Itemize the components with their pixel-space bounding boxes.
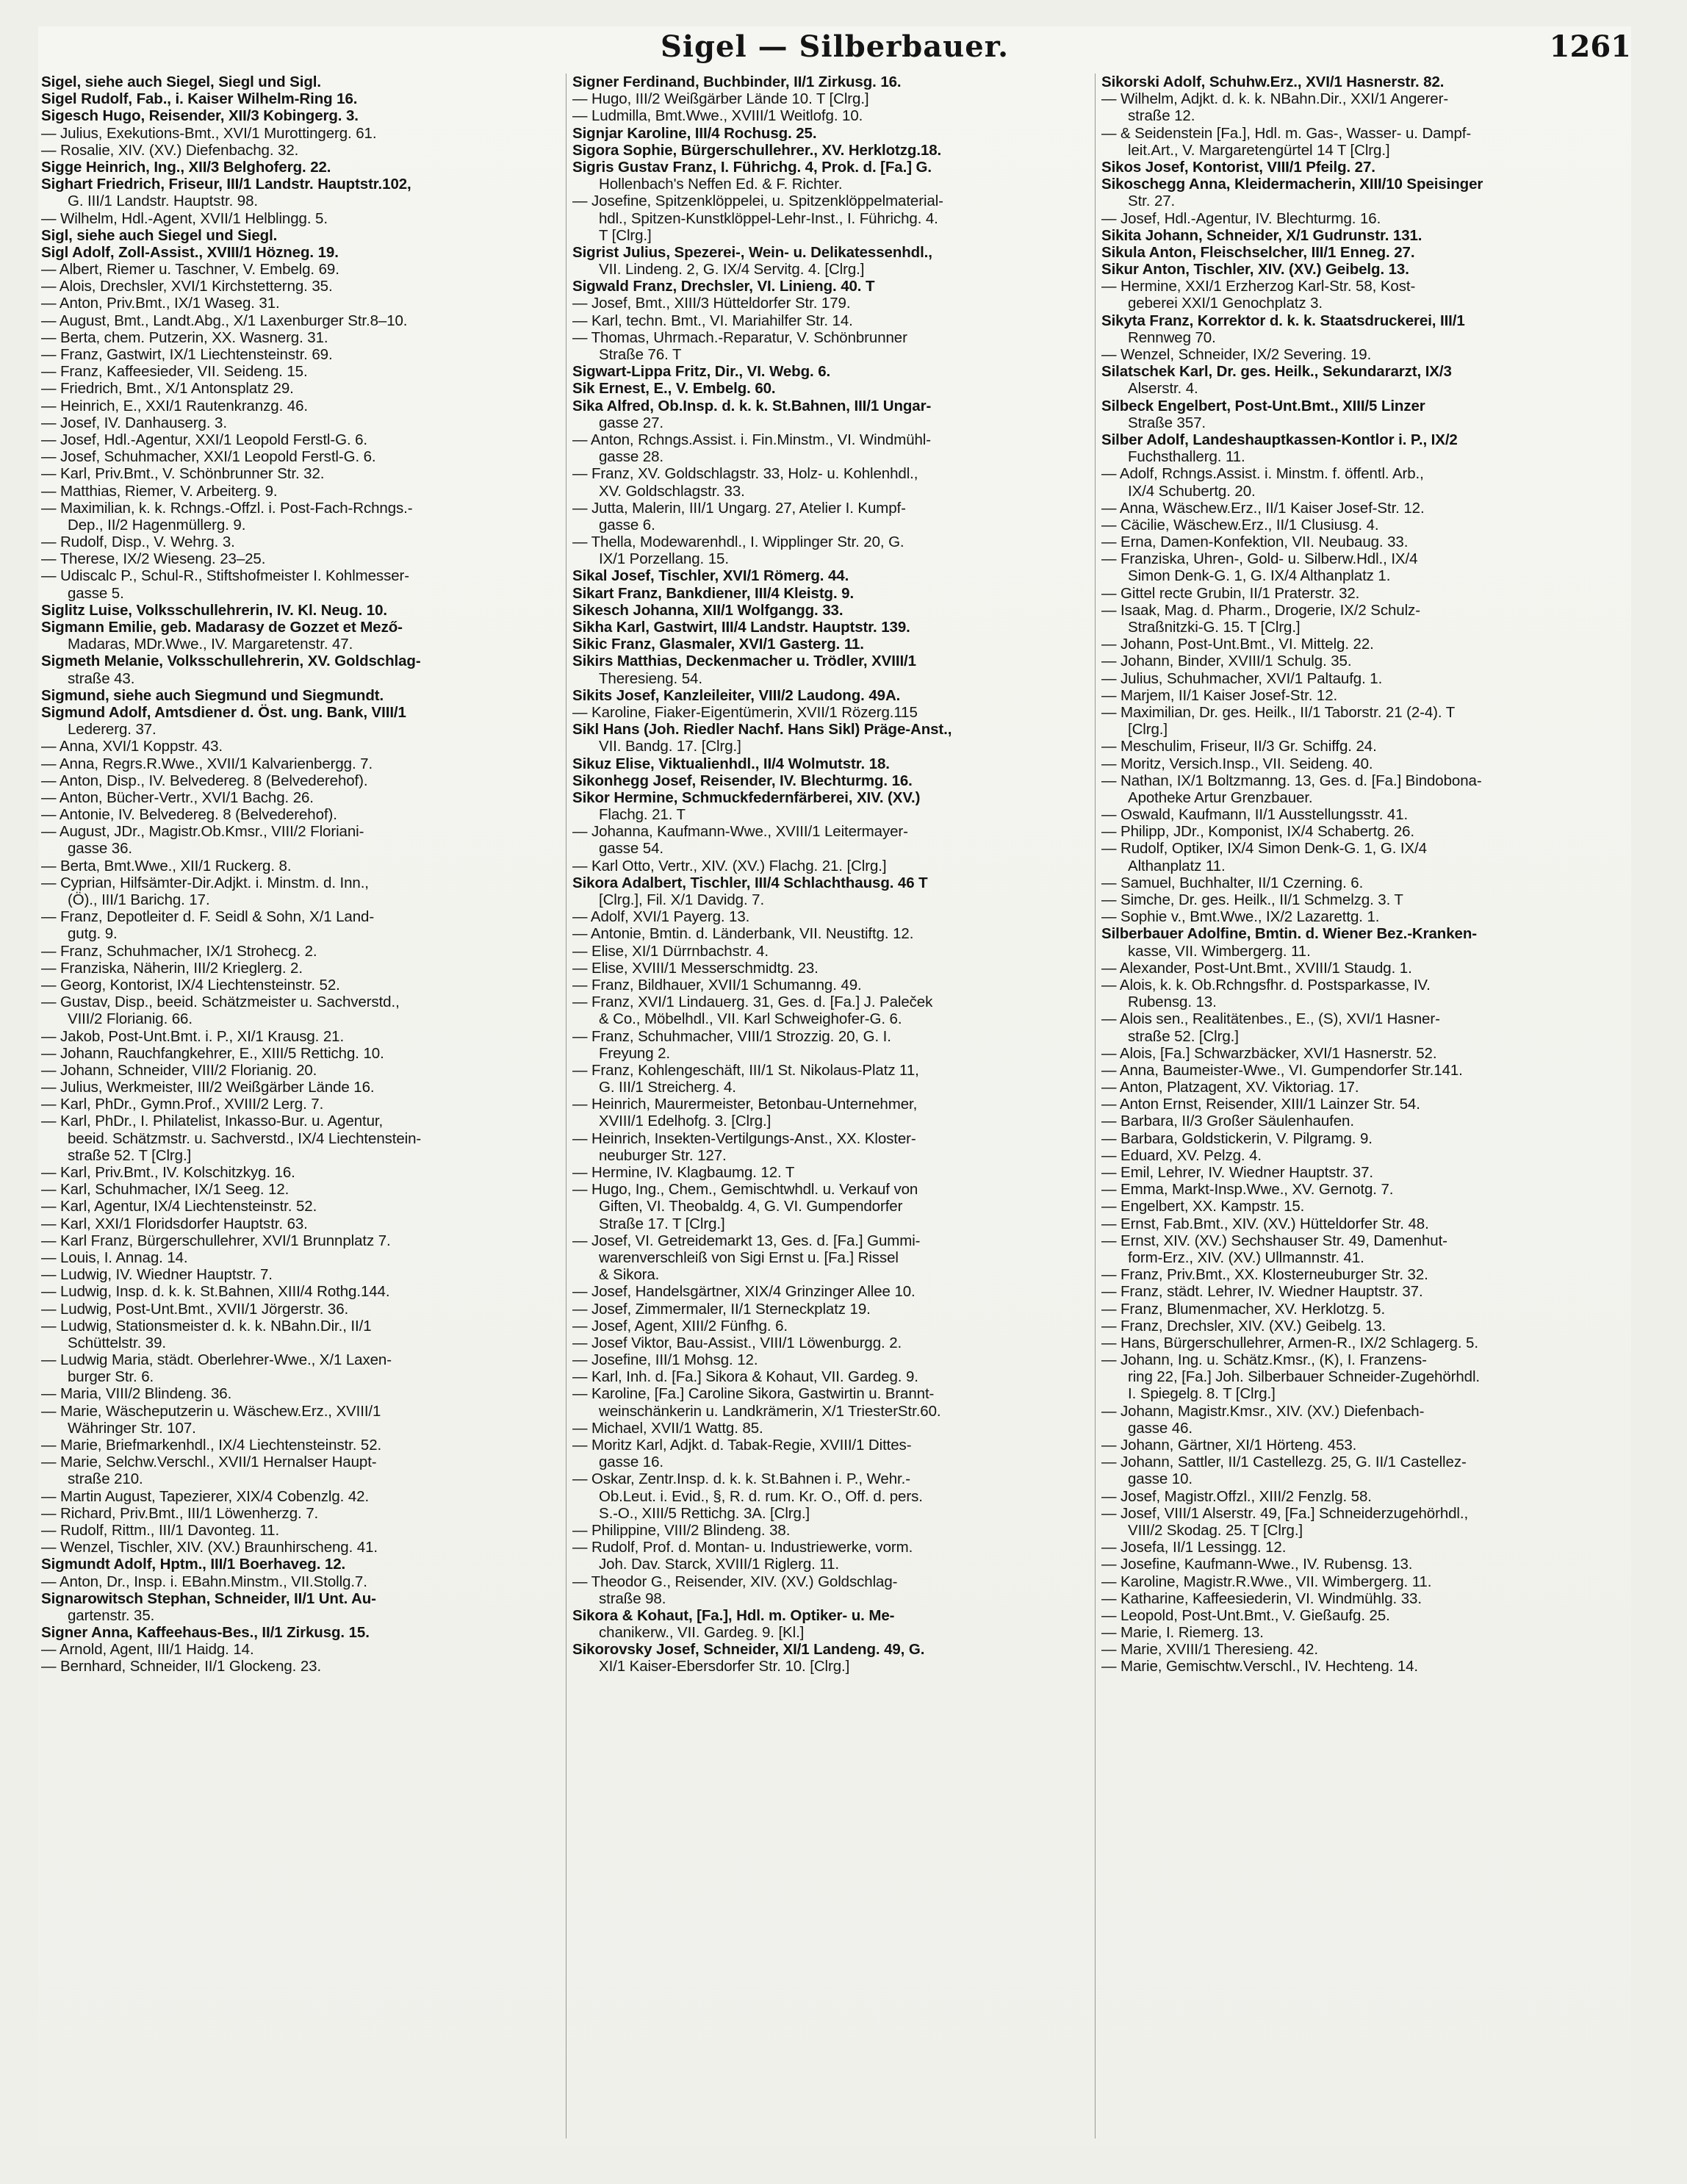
directory-entry: — Heinrich, Insekten-Vertilgungs-Anst., XX. Kloster-: [572, 1129, 916, 1147]
directory-entry: — Jutta, Malerin, III/1 Ungarg. 27, Atelier I. Kumpf-: [572, 499, 906, 517]
directory-entry: — Oskar, Zentr.Insp. d. k. k. St.Bahnen i. P., Wehr.-: [572, 1470, 910, 1488]
directory-entry-continuation: weinschänkerin u. Landkrämerin, X/1 TriesterStr.60.: [599, 1402, 941, 1420]
page-number: 1261: [1549, 29, 1631, 64]
directory-headword-entry: Sikos Josef, Kontorist, VIII/1 Pfeilg. 27.: [1101, 158, 1375, 176]
directory-headword-entry: Sikora Adalbert, Tischler, III/4 Schlachthausg. 46 T: [572, 874, 928, 891]
directory-headword-entry: Sigwart-Lippa Fritz, Dir., VI. Webg. 6.: [572, 363, 831, 381]
directory-headword-entry: Sigel, siehe auch Siegel, Siegl und Sigl.: [41, 73, 321, 90]
directory-entry: — Julius, Werkmeister, III/2 Weißgärber Lände 16.: [41, 1079, 375, 1096]
directory-entry: — Isaak, Mag. d. Pharm., Drogerie, IX/2 Schulz-: [1101, 601, 1420, 619]
directory-entry: — Eduard, XV. Pelzg. 4.: [1101, 1146, 1262, 1164]
directory-entry-continuation: T [Clrg.]: [599, 226, 652, 244]
directory-entry: — Gittel recte Grubin, II/1 Praterstr. 32.: [1101, 584, 1360, 602]
directory-entry: — Josef, VIII/1 Alserstr. 49, [Fa.] Schneiderzugehörhdl.,: [1101, 1504, 1469, 1522]
directory-entry: — Franz, Drechsler, XIV. (XV.) Geibelg. 13.: [1101, 1317, 1386, 1335]
directory-entry-continuation: hdl., Spitzen-Kunstklöppel-Lehr-Inst., I. Führichg. 4.: [599, 209, 938, 227]
directory-entry: — Anton, Disp., IV. Belvedereg. 8 (Belvederehof).: [41, 772, 368, 789]
directory-entry-continuation: Straße 17. T [Clrg.]: [599, 1215, 725, 1232]
directory-entry: — Emil, Lehrer, IV. Wiedner Hauptstr. 37.: [1101, 1164, 1374, 1181]
directory-entry-continuation: kasse, VII. Wimbergerg. 11.: [1128, 942, 1311, 960]
directory-entry-continuation: Str. 27.: [1128, 193, 1176, 210]
directory-entry: — & Seidenstein [Fa.], Hdl. m. Gas-, Wasser- u. Dampf-: [1101, 124, 1472, 142]
directory-entry-continuation: Althanplatz 11.: [1128, 857, 1226, 874]
directory-entry-continuation: form-Erz., XIV. (XV.) Ullmannstr. 41.: [1128, 1249, 1364, 1266]
directory-headword-entry: Sigge Heinrich, Ing., XII/3 Belghoferg. 22.: [41, 158, 331, 176]
directory-entry-continuation: [Clrg.], Fil. X/1 Davidg. 7.: [599, 891, 765, 908]
directory-entry: — Bernhard, Schneider, II/1 Glockeng. 23.: [41, 1658, 322, 1675]
directory-entry: — Barbara, Goldstickerin, V. Pilgramg. 9.: [1101, 1129, 1373, 1147]
directory-entry: — Ludwig, Post-Unt.Bmt., XVII/1 Jörgerstr. 36.: [41, 1300, 349, 1318]
page-title: Sigel — Silberbauer.: [660, 29, 1010, 64]
directory-entry-continuation: leit.Art., V. Margaretengürtel 14 T [Clrg.]: [1128, 141, 1390, 159]
directory-entry: — Josef, Bmt., XIII/3 Hütteldorfer Str. 179.: [572, 295, 851, 312]
directory-entry: — Franz, städt. Lehrer, IV. Wiedner Hauptstr. 37.: [1101, 1283, 1423, 1301]
directory-entry: — Johann, Ing. u. Schätz.Kmsr., (K), I. Franzens-: [1101, 1351, 1427, 1369]
directory-entry: — Katharine, Kaffeesiederin, VI. Windmühlg. 33.: [1101, 1589, 1422, 1607]
directory-entry: — Karl, PhDr., I. Philatelist, Inkasso-Bur. u. Agentur,: [41, 1113, 384, 1130]
directory-entry: — Berta, chem. Putzerin, XX. Wasnerg. 31.: [41, 328, 328, 346]
directory-headword-entry: Sighart Friedrich, Friseur, III/1 Landstr. Hauptstr.102,: [41, 176, 411, 193]
directory-entry: — Hermine, XXI/1 Erzherzog Karl-Str. 58, Kost-: [1101, 278, 1416, 295]
directory-entry: — Rudolf, Prof. d. Montan- u. Industriewerke, vorm.: [572, 1539, 913, 1556]
directory-entry: — Johann, Sattler, II/1 Castellezg. 25, G. II/1 Castellez-: [1101, 1454, 1467, 1471]
directory-entry: — Karl Franz, Bürgerschullehrer, XVI/1 Brunnplatz 7.: [41, 1232, 391, 1249]
directory-headword-entry: Silberbauer Adolfine, Bmtin. d. Wiener Bez.-Kranken-: [1101, 925, 1477, 943]
directory-entry-continuation: gasse 27.: [599, 414, 663, 431]
directory-entry: — Anna, Regrs.R.Wwe., XVII/1 Kalvarienbergg. 7.: [41, 755, 373, 772]
directory-headword-entry: Silatschek Karl, Dr. ges. Heilk., Sekundararzt, IX/3: [1101, 363, 1452, 381]
directory-entry: — Moritz Karl, Adjkt. d. Tabak-Regie, XVIII/1 Dittes-: [572, 1437, 912, 1454]
directory-entry: — Anton, Bücher-Vertr., XVI/1 Bachg. 26.: [41, 789, 314, 806]
directory-entry: — Maximilian, Dr. ges. Heilk., II/1 Taborstr. 21 (2-4). T: [1101, 703, 1456, 721]
directory-entry-continuation: Apotheke Artur Grenzbauer.: [1128, 789, 1313, 806]
directory-entry-continuation: warenverschleiß von Sigi Ernst u. [Fa.] Rissel: [599, 1249, 899, 1266]
directory-entry: — Hermine, IV. Klagbaumg. 12. T: [572, 1164, 795, 1181]
directory-entry-continuation: Freyung 2.: [599, 1044, 670, 1062]
directory-entry: — Adolf, XVI/1 Payerg. 13.: [572, 908, 750, 926]
directory-headword-entry: Signer Anna, Kaffeehaus-Bes., II/1 Zirkusg. 15.: [41, 1624, 370, 1642]
directory-headword-entry: Sigl Adolf, Zoll-Assist., XVIII/1 Hözneg. 19.: [41, 243, 339, 261]
directory-headword-entry: Sigmeth Melanie, Volksschullehrerin, XV. Goldschlag-: [41, 653, 421, 670]
directory-entry-continuation: XVIII/1 Edelhofg. 3. [Clrg.]: [599, 1113, 771, 1130]
directory-entry: — Josef, Agent, XIII/2 Fünfhg. 6.: [572, 1317, 788, 1335]
column-left: [41, 73, 555, 2138]
directory-entry: — Wenzel, Tischler, XIV. (XV.) Braunhirscheng. 41.: [41, 1539, 378, 1556]
directory-entry: — Engelbert, XX. Kampstr. 15.: [1101, 1198, 1305, 1215]
directory-headword-entry: Sigora Sophie, Bürgerschullehrer., XV. Herklotzg.18.: [572, 141, 942, 159]
directory-entry: — Josef, Handelsgärtner, XIX/4 Grinzinger Allee 10.: [572, 1283, 916, 1301]
directory-entry: — Karl, Inh. d. [Fa.] Sikora & Kohaut, VII. Gardeg. 9.: [572, 1368, 918, 1386]
directory-entry-continuation: chanikerw., VII. Gardeg. 9. [Kl.]: [599, 1624, 805, 1642]
directory-entry: — Samuel, Buchhalter, II/1 Czerning. 6.: [1101, 874, 1364, 891]
directory-entry-continuation: XV. Goldschlagstr. 33.: [599, 482, 745, 500]
directory-entry: — August, Bmt., Landt.Abg., X/1 Laxenburger Str.8–10.: [41, 312, 408, 329]
directory-entry: — Franz, XV. Goldschlagstr. 33, Holz- u. Kohlenhdl.,: [572, 465, 918, 483]
directory-headword-entry: Sikur Anton, Tischler, XIV. (XV.) Geibelg. 13.: [1101, 261, 1409, 279]
directory-entry: — Michael, XVII/1 Wattg. 85.: [572, 1419, 763, 1437]
directory-entry: — Simche, Dr. ges. Heilk., II/1 Schmelzg. 3. T: [1101, 891, 1403, 908]
directory-entry-continuation: Alserstr. 4.: [1128, 380, 1198, 398]
directory-entry-continuation: S.-O., XIII/5 Rettichg. 3A. [Clrg.]: [599, 1504, 810, 1522]
directory-headword-entry: Sigrist Julius, Spezerei-, Wein- u. Delikatessenhdl.,: [572, 243, 932, 261]
directory-entry: — Marie, Briefmarkenhdl., IX/4 Liechtensteinstr. 52.: [41, 1437, 382, 1454]
directory-entry: — Karoline, [Fa.] Caroline Sikora, Gastwirtin u. Brannt-: [572, 1385, 935, 1403]
directory-entry: — Maximilian, k. k. Rchngs.-Offzl. i. Post-Fach-Rchngs.-: [41, 499, 413, 517]
directory-entry: — Cäcilie, Wäschew.Erz., II/1 Clusiusg. 4.: [1101, 516, 1379, 534]
directory-entry-continuation: G. III/1 Landstr. Hauptstr. 98.: [68, 193, 258, 210]
directory-entry-continuation: gasse 46.: [1128, 1419, 1193, 1437]
directory-entry-continuation: gasse 6.: [599, 516, 655, 534]
directory-headword-entry: Sikora & Kohaut, [Fa.], Hdl. m. Optiker- u. Me-: [572, 1606, 895, 1624]
directory-entry-continuation: Straßnitzki-G. 15. T [Clrg.]: [1128, 619, 1301, 636]
directory-entry: — Franziska, Näherin, III/2 Krieglerg. 2.: [41, 959, 303, 977]
directory-entry: — Karl, Priv.Bmt., IV. Kolschitzkyg. 16.: [41, 1164, 295, 1181]
directory-entry-continuation: IX/1 Porzellang. 15.: [599, 550, 729, 568]
directory-headword-entry: Sigmund Adolf, Amtsdiener d. Öst. ung. Bank, VIII/1: [41, 703, 406, 721]
directory-entry: — Franz, Schuhmacher, VIII/1 Strozzig. 20, G. I.: [572, 1027, 891, 1045]
running-head: [38, 26, 1631, 73]
directory-entry: — Thomas, Uhrmach.-Reparatur, V. Schönbrunner: [572, 328, 907, 346]
directory-entry: — Anna, Baumeister-Wwe., VI. Gumpendorfer Str.141.: [1101, 1061, 1463, 1079]
directory-headword-entry: Sikuz Elise, Viktualienhdl., II/4 Wolmutstr. 18.: [572, 755, 890, 772]
directory-entry: — Julius, Exekutions-Bmt., XVI/1 Murottingerg. 61.: [41, 124, 377, 142]
directory-entry: — Oswald, Kaufmann, II/1 Ausstellungsstr. 41.: [1101, 806, 1409, 824]
directory-entry: — Alexander, Post-Unt.Bmt., XVIII/1 Staudg. 1.: [1101, 959, 1412, 977]
directory-entry: — Josefine, III/1 Mohsg. 12.: [572, 1351, 758, 1369]
directory-entry-continuation: gasse 54.: [599, 840, 663, 858]
directory-entry: — Josef Viktor, Bau-Assist., VIII/1 Löwenburgg. 2.: [572, 1334, 902, 1351]
directory-entry-continuation: gasse 16.: [599, 1454, 663, 1471]
directory-entry-continuation: XI/1 Kaiser-Ebersdorfer Str. 10. [Clrg.]: [599, 1658, 850, 1675]
directory-entry: — Anton, Platzagent, XV. Viktoriag. 17.: [1101, 1079, 1359, 1096]
directory-entry: — Josef, Hdl.-Agentur, XXI/1 Leopold Ferstl-G. 6.: [41, 431, 368, 448]
directory-headword-entry: Sigel Rudolf, Fab., i. Kaiser Wilhelm-Ring 16.: [41, 90, 358, 108]
directory-entry: — Richard, Priv.Bmt., III/1 Löwenherzg. 7.: [41, 1504, 319, 1522]
directory-entry: — Hugo, Ing., Chem., Gemischtwhdl. u. Verkauf von: [572, 1181, 918, 1199]
directory-entry: — Josef, IV. Danhauserg. 3.: [41, 414, 227, 431]
directory-entry: — Josef, Hdl.-Agentur, IV. Blechturmg. 16.: [1101, 209, 1381, 227]
directory-entry: — Franz, Blumenmacher, XV. Herklotzg. 5.: [1101, 1300, 1386, 1318]
directory-entry: — Alois sen., Realitätenbes., E., (S), XVI/1 Hasner-: [1101, 1010, 1440, 1028]
directory-headword-entry: Sik Ernest, E., V. Embelg. 60.: [572, 380, 776, 398]
directory-entry-continuation: VII. Lindeng. 2, G. IX/4 Servitg. 4. [Clrg.]: [599, 261, 865, 279]
directory-entry: — Erna, Damen-Konfektion, VII. Neubaug. 33.: [1101, 534, 1409, 551]
directory-entry: — August, JDr., Magistr.Ob.Kmsr., VIII/2 Floriani-: [41, 823, 364, 841]
directory-entry: — Theodor G., Reisender, XIV. (XV.) Goldschlag-: [572, 1573, 898, 1590]
directory-entry: — Ludwig, IV. Wiedner Hauptstr. 7.: [41, 1266, 273, 1284]
directory-headword-entry: Sigesch Hugo, Reisender, XII/3 Kobingerg. 3.: [41, 107, 359, 125]
directory-entry: — Alois, [Fa.] Schwarzbäcker, XVI/1 Hasnerstr. 52.: [1101, 1044, 1437, 1062]
directory-headword-entry: Sigmundt Adolf, Hptm., III/1 Boerhaveg. 12.: [41, 1556, 346, 1573]
directory-entry: — Marie, Wäscheputzerin u. Wäschew.Erz., XVIII/1: [41, 1402, 381, 1420]
directory-entry: — Matthias, Riemer, V. Arbeiterg. 9.: [41, 482, 278, 500]
directory-entry: — Johanna, Kaufmann-Wwe., XVIII/1 Leitermayer-: [572, 823, 908, 841]
directory-entry-continuation: VIII/2 Florianig. 66.: [68, 1010, 193, 1028]
directory-entry-continuation: gasse 5.: [68, 584, 124, 602]
directory-entry: — Karoline, Magistr.R.Wwe., VII. Wimbergerg. 11.: [1101, 1573, 1432, 1590]
directory-entry: — Karl, PhDr., Gymn.Prof., XVIII/2 Lerg. 7.: [41, 1096, 324, 1113]
directory-entry: — Ludmilla, Bmt.Wwe., XVIII/1 Weitlofg. 10.: [572, 107, 863, 125]
directory-entry: — Marjem, II/1 Kaiser Josef-Str. 12.: [1101, 686, 1338, 704]
directory-entry: — Ludwig, Stationsmeister d. k. k. NBahn.Dir., II/1: [41, 1317, 372, 1335]
directory-headword-entry: Sikorski Adolf, Schuhw.Erz., XVI/1 Hasnerstr. 82.: [1101, 73, 1445, 90]
directory-entry: — Rudolf, Rittm., III/1 Davonteg. 11.: [41, 1521, 280, 1539]
directory-entry-continuation: straße 52. T [Clrg.]: [68, 1146, 192, 1164]
directory-headword-entry: Sikits Josef, Kanzleileiter, VIII/2 Laudong. 49A.: [572, 686, 901, 704]
directory-entry: — Gustav, Disp., beeid. Schätzmeister u. Sachverstd.,: [41, 994, 400, 1011]
directory-entry: — Franz, Priv.Bmt., XX. Klosterneuburger Str. 32.: [1101, 1266, 1428, 1284]
directory-headword-entry: Signarowitsch Stephan, Schneider, II/1 Unt. Au-: [41, 1589, 376, 1607]
directory-entry: — Karl, Schuhmacher, IX/1 Seeg. 12.: [41, 1181, 289, 1199]
directory-entry: — Karl, techn. Bmt., VI. Mariahilfer Str. 14.: [572, 312, 853, 329]
directory-entry: — Josef, Zimmermaler, II/1 Sterneckplatz 19.: [572, 1300, 871, 1318]
directory-headword-entry: Sigl, siehe auch Siegel und Siegl.: [41, 226, 278, 244]
directory-entry: — Philipp, JDr., Komponist, IX/4 Schabertg. 26.: [1101, 823, 1415, 841]
directory-entry: — Johann, Rauchfangkehrer, E., XIII/5 Rettichg. 10.: [41, 1044, 384, 1062]
directory-headword-entry: Sikl Hans (Joh. Riedler Nachf. Hans Sikl) Präge-Anst.,: [572, 721, 952, 739]
directory-entry: — Julius, Schuhmacher, XVI/1 Paltaufg. 1.: [1101, 669, 1383, 687]
directory-entry: — Georg, Kontorist, IX/4 Liechtensteinstr. 52.: [41, 976, 340, 994]
directory-entry-continuation: straße 12.: [1128, 107, 1195, 125]
directory-headword-entry: Sikonhegg Josef, Reisender, IV. Blechturmg. 16.: [572, 772, 913, 789]
directory-entry: — Anton, Dr., Insp. i. EBahn.Minstm., VII.Stollg.7.: [41, 1573, 367, 1590]
directory-entry-continuation: IX/4 Schubertg. 20.: [1128, 482, 1256, 500]
directory-headword-entry: Sika Alfred, Ob.Insp. d. k. k. St.Bahnen, III/1 Ungar-: [572, 397, 932, 414]
directory-entry-continuation: gasse 36.: [68, 840, 132, 858]
directory-entry: — Sophie v., Bmt.Wwe., IX/2 Lazarettg. 1.: [1101, 908, 1380, 926]
directory-entry: — Josef, Schuhmacher, XXI/1 Leopold Ferstl-G. 6.: [41, 448, 376, 466]
directory-entry: — Josefine, Kaufmann-Wwe., IV. Rubensg. 13.: [1101, 1556, 1413, 1573]
directory-entry: — Hugo, III/2 Weißgärber Lände 10. T [Clrg.]: [572, 90, 869, 108]
directory-columns: [38, 73, 1631, 2138]
directory-entry: — Rudolf, Disp., V. Wehrg. 3.: [41, 534, 235, 551]
directory-entry: — Barbara, II/3 Großer Säulenhaufen.: [1101, 1113, 1354, 1130]
directory-entry: — Therese, IX/2 Wieseng. 23–25.: [41, 550, 266, 568]
directory-entry: — Hans, Bürgerschullehrer, Armen-R., IX/2 Schlagerg. 5.: [1101, 1334, 1478, 1351]
directory-entry: — Ludwig Maria, städt. Oberlehrer-Wwe., X/1 Laxen-: [41, 1351, 392, 1369]
directory-headword-entry: Siglitz Luise, Volksschullehrerin, IV. Kl. Neug. 10.: [41, 601, 387, 619]
directory-headword-entry: Sikesch Johanna, XII/1 Wolfgangg. 33.: [572, 601, 844, 619]
directory-headword-entry: Sigwald Franz, Drechsler, VI. Linieng. 40. T: [572, 278, 875, 295]
directory-headword-entry: Sikula Anton, Fleischselcher, III/1 Enneg. 27.: [1101, 243, 1415, 261]
directory-entry: — Antonie, IV. Belvedereg. 8 (Belvederehof).: [41, 806, 337, 824]
directory-entry: — Udiscalc P., Schul-R., Stiftshofmeister I. Kohlmesser-: [41, 567, 409, 585]
directory-entry-continuation: [Clrg.]: [1128, 721, 1168, 739]
directory-entry: — Johann, Magistr.Kmsr., XIV. (XV.) Diefenbach-: [1101, 1402, 1425, 1420]
directory-entry: — Adolf, Rchngs.Assist. i. Minstm. f. öffentl. Arb.,: [1101, 465, 1424, 483]
directory-entry-continuation: G. III/1 Streicherg. 4.: [599, 1079, 736, 1096]
directory-entry-continuation: VII. Bandg. 17. [Clrg.]: [599, 738, 741, 755]
directory-headword-entry: Sikal Josef, Tischler, XVI/1 Römerg. 44.: [572, 567, 849, 585]
directory-entry: — Ernst, Fab.Bmt., XIV. (XV.) Hütteldorfer Str. 48.: [1101, 1215, 1429, 1232]
directory-headword-entry: Sikoschegg Anna, Kleidermacherin, XIII/10 Speisinger: [1101, 176, 1483, 193]
directory-entry: — Thella, Modewarenhdl., I. Wipplinger Str. 20, G.: [572, 534, 904, 551]
directory-entry: — Albert, Riemer u. Taschner, V. Embelg. 69.: [41, 261, 339, 279]
directory-entry: — Karl Otto, Vertr., XIV. (XV.) Flachg. 21. [Clrg.]: [572, 857, 887, 874]
directory-entry: — Karoline, Fiaker-Eigentümerin, XVII/1 Rözerg.115: [572, 703, 918, 721]
directory-entry: — Antonie, Bmtin. d. Länderbank, VII. Neustiftg. 12.: [572, 925, 914, 943]
directory-entry: — Jakob, Post-Unt.Bmt. i. P., XI/1 Krausg. 21.: [41, 1027, 345, 1045]
directory-entry-continuation: gartenstr. 35.: [68, 1606, 155, 1624]
column-right: [1095, 73, 1616, 2138]
directory-entry: — Moritz, Versich.Insp., VII. Seideng. 40.: [1101, 755, 1373, 772]
directory-entry: — Marie, Gemischtw.Verschl., IV. Hechteng. 14.: [1101, 1658, 1419, 1675]
directory-page: [38, 26, 1631, 2146]
directory-entry-continuation: Schüttelstr. 39.: [68, 1334, 167, 1351]
directory-entry: — Franz, XVI/1 Lindauerg. 31, Ges. d. [Fa.] J. Paleček: [572, 994, 933, 1011]
directory-headword-entry: Sigmund, siehe auch Siegmund und Siegmundt.: [41, 686, 384, 704]
directory-headword-entry: Sikha Karl, Gastwirt, III/4 Landstr. Hauptstr. 139.: [572, 619, 910, 636]
directory-headword-entry: Signer Ferdinand, Buchbinder, II/1 Zirkusg. 16.: [572, 73, 902, 90]
directory-entry-continuation: straße 98.: [599, 1589, 666, 1607]
directory-entry-continuation: ring 22, [Fa.] Joh. Silberbauer Schneider-Zugehörhdl.: [1128, 1368, 1481, 1386]
directory-entry-continuation: & Co., Möbelhdl., VII. Karl Schweighofer-G. 6.: [599, 1010, 902, 1028]
directory-entry-continuation: neuburger Str. 127.: [599, 1146, 727, 1164]
directory-entry: — Franz, Schuhmacher, IX/1 Strohecg. 2.: [41, 942, 317, 960]
directory-headword-entry: Sikor Hermine, Schmuckfedernfärberei, XIV. (XV.): [572, 789, 921, 806]
directory-entry: — Josefa, II/1 Lessingg. 12.: [1101, 1539, 1287, 1556]
directory-entry: — Anna, Wäschew.Erz., II/1 Kaiser Josef-Str. 12.: [1101, 499, 1425, 517]
directory-headword-entry: Silber Adolf, Landeshauptkassen-Kontlor i. P., IX/2: [1101, 431, 1458, 448]
directory-headword-entry: Sikyta Franz, Korrektor d. k. k. Staatsdruckerei, III/1: [1101, 312, 1465, 329]
directory-entry: — Heinrich, E., XXI/1 Rautenkranzg. 46.: [41, 397, 308, 414]
directory-entry: — Wenzel, Schneider, IX/2 Severing. 19.: [1101, 346, 1372, 363]
directory-entry-continuation: Flachg. 21. T: [599, 806, 686, 824]
directory-entry: — Franz, Bildhauer, XVII/1 Schumanng. 49.: [572, 976, 862, 994]
directory-entry-continuation: Ob.Leut. i. Evid., §, R. d. rum. Kr. O., Off. d. pers.: [599, 1487, 923, 1505]
directory-entry: — Cyprian, Hilfsämter-Dir.Adjkt. i. Minstm. d. Inn.,: [41, 874, 369, 891]
directory-entry-continuation: burger Str. 6.: [68, 1368, 154, 1386]
directory-entry: — Johann, Binder, XVIII/1 Schulg. 35.: [1101, 653, 1352, 670]
directory-entry: — Franziska, Uhren-, Gold- u. Silberw.Hdl., IX/4: [1101, 550, 1418, 568]
directory-entry: — Johann, Schneider, VIII/2 Florianig. 20.: [41, 1061, 317, 1079]
directory-entry: — Josef, Magistr.Offzl., XIII/2 Fenzlg. 58.: [1101, 1487, 1372, 1505]
directory-entry: — Johann, Gärtner, XI/1 Hörteng. 453.: [1101, 1437, 1357, 1454]
directory-headword-entry: Sikirs Matthias, Deckenmacher u. Trödler, XVIII/1: [572, 653, 916, 670]
directory-entry: — Ernst, XIV. (XV.) Sechshauser Str. 49, Damenhut-: [1101, 1232, 1447, 1249]
directory-entry: — Arnold, Agent, III/1 Haidg. 14.: [41, 1641, 254, 1659]
directory-entry: — Josef, VI. Getreidemarkt 13, Ges. d. [Fa.] Gummi-: [572, 1232, 921, 1249]
directory-entry-continuation: gutg. 9.: [68, 925, 118, 943]
directory-entry: — Marie, Selchw.Verschl., XVII/1 Hernalser Haupt-: [41, 1454, 377, 1471]
directory-entry: — Alois, Drechsler, XVI/1 Kirchstetterng. 35.: [41, 278, 333, 295]
directory-entry: — Wilhelm, Hdl.-Agent, XVII/1 Helblingg. 5.: [41, 209, 328, 227]
directory-entry-continuation: Rennweg 70.: [1128, 328, 1216, 346]
directory-entry: — Karl, XXI/1 Floridsdorfer Hauptstr. 63.: [41, 1215, 308, 1232]
directory-entry-continuation: Theresieng. 54.: [599, 669, 702, 687]
directory-entry: — Franz, Gastwirt, IX/1 Liechtensteinstr. 69.: [41, 346, 333, 363]
directory-entry-continuation: gasse 10.: [1128, 1470, 1193, 1488]
directory-entry: — Friedrich, Bmt., X/1 Antonsplatz 29.: [41, 380, 294, 398]
directory-entry: — Anton, Rchngs.Assist. i. Fin.Minstm., VI. Windmühl-: [572, 431, 931, 448]
directory-entry: — Rudolf, Optiker, IX/4 Simon Denk-G. 1, G. IX/4: [1101, 840, 1427, 858]
directory-entry-continuation: gasse 28.: [599, 448, 663, 466]
directory-entry-continuation: Giften, VI. Theobaldg. 4, G. VI. Gumpendorfer: [599, 1198, 903, 1215]
directory-entry: — Karl, Priv.Bmt., V. Schönbrunner Str. 32.: [41, 465, 325, 483]
directory-headword-entry: Sikart Franz, Bankdiener, III/4 Kleistg. 9.: [572, 584, 855, 602]
directory-entry: — Franz, Depotleiter d. F. Seidl & Sohn, X/1 Land-: [41, 908, 375, 926]
directory-entry: — Elise, XI/1 Dürrnbachstr. 4.: [572, 942, 769, 960]
directory-entry-continuation: Straße 357.: [1128, 414, 1206, 431]
directory-headword-entry: Sigmann Emilie, geb. Madarasy de Gozzet et Mező-: [41, 619, 403, 636]
directory-entry: — Anna, XVI/1 Koppstr. 43.: [41, 738, 223, 755]
directory-entry: — Franz, Kaffeesieder, VII. Seideng. 15.: [41, 363, 308, 381]
directory-entry-continuation: VIII/2 Skodag. 25. T [Clrg.]: [1128, 1521, 1303, 1539]
directory-entry: — Philippine, VIII/2 Blindeng. 38.: [572, 1521, 791, 1539]
directory-entry: — Karl, Agentur, IX/4 Liechtensteinstr. 52.: [41, 1198, 317, 1215]
directory-entry-continuation: Rubensg. 13.: [1128, 994, 1217, 1011]
directory-entry-continuation: Ledererg. 37.: [68, 721, 157, 739]
directory-entry: — Ludwig, Insp. d. k. k. St.Bahnen, XIII/4 Rothg.144.: [41, 1283, 390, 1301]
directory-headword-entry: Sikorovsky Josef, Schneider, XI/1 Landeng. 49, G.: [572, 1641, 925, 1659]
directory-entry-continuation: Madaras, MDr.Wwe., IV. Margaretenstr. 47.: [68, 636, 353, 653]
directory-entry-continuation: Fuchsthallerg. 11.: [1128, 448, 1245, 466]
directory-headword-entry: Silbeck Engelbert, Post-Unt.Bmt., XIII/5 Linzer: [1101, 397, 1425, 414]
directory-entry-continuation: Dep., II/2 Hagenmüllerg. 9.: [68, 516, 246, 534]
directory-entry: — Louis, I. Annag. 14.: [41, 1249, 188, 1266]
directory-entry-continuation: Währinger Str. 107.: [68, 1419, 196, 1437]
column-middle: [566, 73, 1087, 2138]
directory-entry: — Martin August, Tapezierer, XIX/4 Cobenzlg. 42.: [41, 1487, 370, 1505]
directory-entry: — Wilhelm, Adjkt. d. k. k. NBahn.Dir., XXI/1 Angerer-: [1101, 90, 1449, 108]
directory-entry-continuation: Hollenbach's Neffen Ed. & F. Richter.: [599, 176, 843, 193]
directory-entry-continuation: I. Spiegelg. 8. T [Clrg.]: [1128, 1385, 1276, 1403]
directory-entry-continuation: Joh. Dav. Starck, XVIII/1 Riglerg. 11.: [599, 1556, 839, 1573]
directory-entry: — Berta, Bmt.Wwe., XII/1 Ruckerg. 8.: [41, 857, 292, 874]
directory-entry-continuation: straße 52. [Clrg.]: [1128, 1027, 1239, 1045]
directory-headword-entry: Sigris Gustav Franz, I. Führichg. 4, Prok. d. [Fa.] G.: [572, 158, 932, 176]
directory-entry: — Alois, k. k. Ob.Rchngsfhr. d. Postsparkasse, IV.: [1101, 976, 1431, 994]
directory-entry: — Anton, Priv.Bmt., IX/1 Waseg. 31.: [41, 295, 280, 312]
directory-headword-entry: Signjar Karoline, III/4 Rochusg. 25.: [572, 124, 817, 142]
directory-entry-continuation: straße 43.: [68, 669, 135, 687]
directory-entry: — Leopold, Post-Unt.Bmt., V. Gießaufg. 25.: [1101, 1606, 1390, 1624]
directory-entry-continuation: geberei XXI/1 Genochplatz 3.: [1128, 295, 1323, 312]
directory-entry: — Heinrich, Maurermeister, Betonbau-Unternehmer,: [572, 1096, 918, 1113]
directory-entry: — Meschulim, Friseur, II/3 Gr. Schiffg. 24.: [1101, 738, 1377, 755]
directory-entry-continuation: (Ö)., III/1 Barichg. 17.: [68, 891, 210, 908]
directory-entry: — Josefine, Spitzenklöppelei, u. Spitzenklöppelmaterial-: [572, 193, 943, 210]
directory-entry-continuation: Straße 76. T: [599, 346, 682, 363]
directory-entry-continuation: straße 210.: [68, 1470, 143, 1488]
directory-headword-entry: Sikita Johann, Schneider, X/1 Gudrunstr. 131.: [1101, 226, 1422, 244]
directory-entry: — Maria, VIII/2 Blindeng. 36.: [41, 1385, 232, 1403]
directory-headword-entry: Sikic Franz, Glasmaler, XVI/1 Gasterg. 11.: [572, 636, 864, 653]
directory-entry: — Franz, Kohlengeschäft, III/1 St. Nikolaus-Platz 11,: [572, 1061, 919, 1079]
directory-entry: — Anton Ernst, Reisender, XIII/1 Lainzer Str. 54.: [1101, 1096, 1420, 1113]
directory-entry-continuation: beeid. Schätzmstr. u. Sachverstd., IX/4 Liechtenstein-: [68, 1129, 422, 1147]
directory-entry: — Johann, Post-Unt.Bmt., VI. Mittelg. 22.: [1101, 636, 1374, 653]
directory-entry-continuation: & Sikora.: [599, 1266, 660, 1284]
directory-entry: — Rosalie, XIV. (XV.) Diefenbachg. 32.: [41, 141, 299, 159]
directory-entry: — Marie, XVIII/1 Theresieng. 42.: [1101, 1641, 1318, 1659]
directory-entry: — Nathan, IX/1 Boltzmanng. 13, Ges. d. [Fa.] Bindobona-: [1101, 772, 1482, 789]
directory-entry: — Emma, Markt-Insp.Wwe., XV. Gernotg. 7.: [1101, 1181, 1394, 1199]
directory-entry: — Marie, I. Riemerg. 13.: [1101, 1624, 1264, 1642]
directory-entry: — Elise, XVIII/1 Messerschmidtg. 23.: [572, 959, 819, 977]
directory-entry-continuation: Simon Denk-G. 1, G. IX/4 Althanplatz 1.: [1128, 567, 1391, 585]
